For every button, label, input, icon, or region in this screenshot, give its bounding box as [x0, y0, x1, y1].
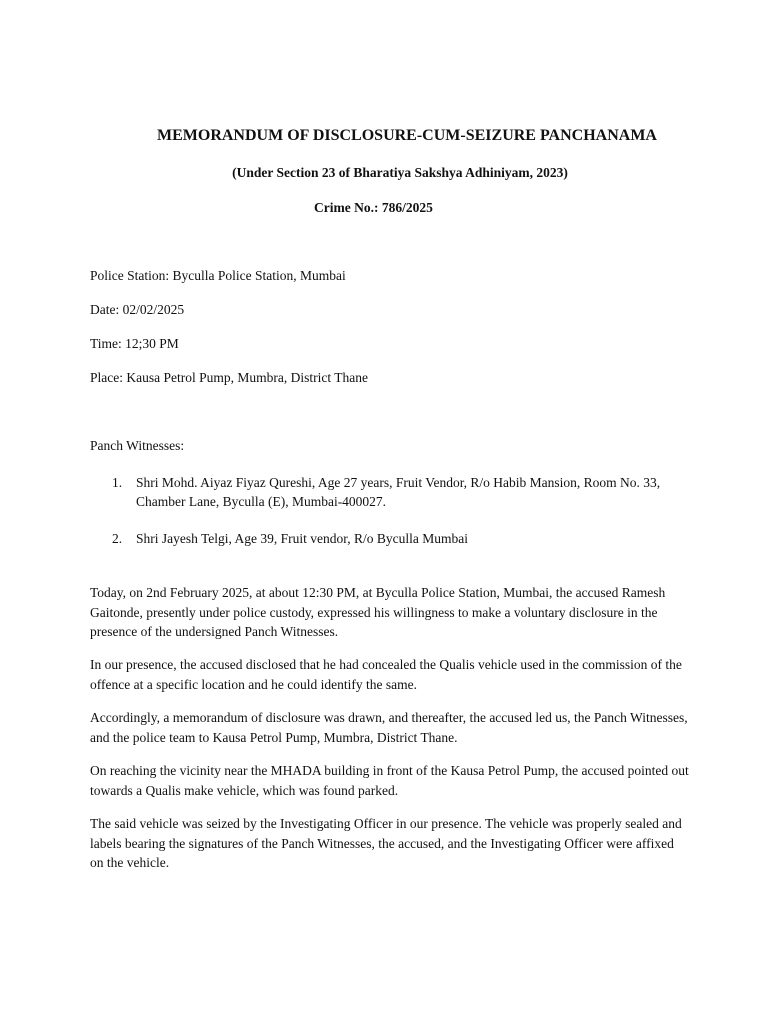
document-title: MEMORANDUM OF DISCLOSURE-CUM-SEIZURE PANCHANAMA	[157, 127, 657, 144]
witnesses-heading: Panch Witnesses:	[90, 438, 185, 453]
body-paragraph: In our presence, the accused disclosed that he had concealed the Qualis vehicle used in the commission of the offence at a specific location and he could identify the same.	[90, 657, 682, 692]
witness-number: 2.	[112, 531, 123, 546]
witness-number: 1.	[112, 475, 123, 490]
witness-list-item-2	[90, 529, 690, 548]
list-item	[90, 473, 690, 511]
time-field: Time: 12;30 PM	[90, 336, 179, 351]
list-item	[90, 529, 690, 548]
crime-number: Crime No.: 786/2025	[314, 200, 433, 215]
date-field: Date: 02/02/2025	[90, 302, 185, 317]
witness-list-item-1	[90, 473, 690, 511]
police-station-field: Police Station: Byculla Police Station, Mumbai	[90, 268, 346, 283]
body-paragraph: On reaching the vicinity near the MHADA building in front of the Kausa Petrol Pump, the accused pointed out towards a Qualis make vehicle, which was found parked.	[90, 763, 689, 798]
body-paragraph: Today, on 2nd February 2025, at about 12:30 PM, at Byculla Police Station, Mumbai, the accused Ramesh Gaitonde, presently under police custody, expressed his willingness to make a voluntary disclosure in the presence of the undersigned Panch Witnesses.	[90, 585, 666, 639]
place-field: Place: Kausa Petrol Pump, Mumbra, District Thane	[90, 370, 368, 385]
witness-text: Shri Jayesh Telgi, Age 39, Fruit vendor, R/o Byculla Mumbai	[136, 531, 468, 546]
witness-text: Shri Mohd. Aiyaz Fiyaz Qureshi, Age 27 years, Fruit Vendor, R/o Habib Mansion, Room No. 33, Chamber Lane, Byculla (E), Mumbai-400027.	[136, 475, 661, 509]
body-paragraph: Accordingly, a memorandum of disclosure was drawn, and thereafter, the accused led us, the Panch Witnesses, and the police team to Kausa Petrol Pump, Mumbra, District Thane.	[90, 710, 688, 745]
body-paragraph: The said vehicle was seized by the Investigating Officer in our presence. The vehicle was properly sealed and labels bearing the signatures of the Panch Witnesses, the accused, and the Investigating Officer were affixed on the vehicle.	[90, 816, 682, 870]
document-subtitle: (Under Section 23 of Bharatiya Sakshya Adhiniyam, 2023)	[232, 165, 568, 180]
